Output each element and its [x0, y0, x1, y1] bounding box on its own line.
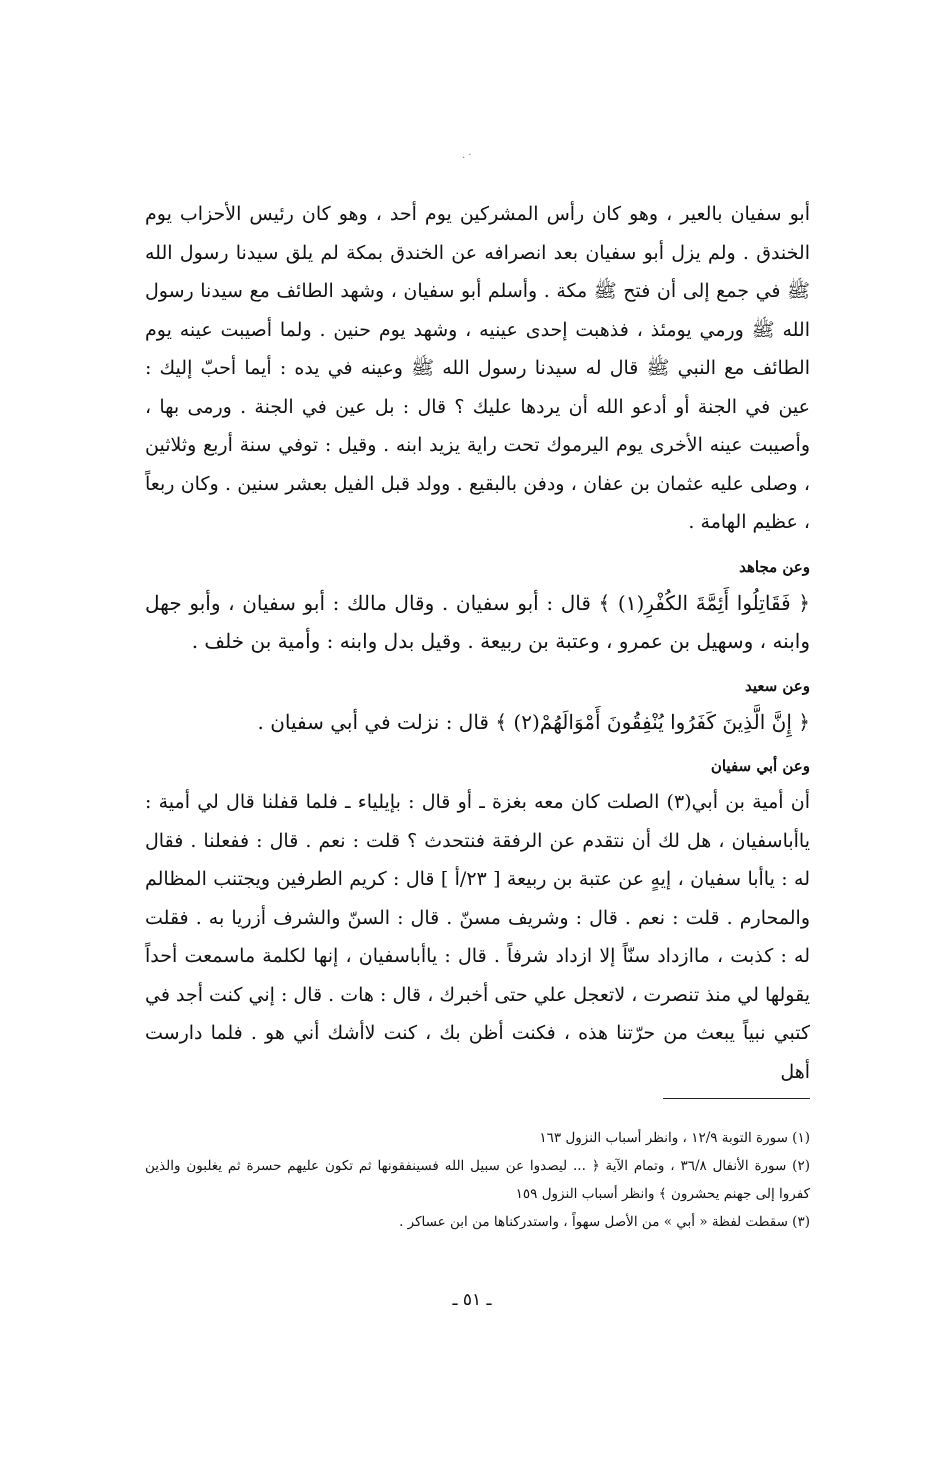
- paragraph-1: أبو سفيان بالعير ، وهو كان رأس المشركين يوم أحد ، وهو كان رئيس الأحزاب يوم الخندق . ولم يزل أبو سفيان بعد انصرافه عن الخندق بمكة لم يلق سيدنا رسول الله ﷺ في جمع إلى أن فتح ﷺ مكة . وأسلم أبو سفيان ، وشهد الطائف مع سيدنا رسول الله ﷺ ورمي يومئذ ، فذهبت إحدى عينيه ، وشهد يوم حنين . ولما أصيبت عينه يوم الطائف مع النبي ﷺ قال له سيدنا رسول الله ﷺ وعينه في يده : أيما أحبّ إليك : عين في الجنة أو أدعو الله أن يردها عليك ؟ قال : بل عين في الجنة . ورمى بها ، وأصيبت عينه الأخرى يوم اليرموك تحت راية يزيد ابنه . وقيل : توفي سنة أربع وثلاثين ، وصلى عليه عثمان بن عفان ، ودفن بالبقيع . وولد قبل الفيل بعشر سنين . وكان ربعاً ، عظيم الهامة .: [145, 203, 810, 533]
- paragraph-4: أن أمية بن أبي(٣) الصلت كان معه بغزة ـ أو قال : بإيلياء ـ فلما قفلنا قال لي أمية : ياأباسفيان ، هل لك أن نتقدم عن الرفقة فنتحدث ؟ قلت : نعم . قال : ففعلنا . فقال له : ياأبا سفيان ، إيهٍ عن عتبة بن ربيعة [ ٢٣/أ ] قال : كريم الطرفين ويجتنب المظالم والمحارم . قلت : نعم . قال : وشريف مسنّ . قال : السنّ والشرف أزريا به . فقلت له : كذبت ، ماازداد سنّاً إلا ازداد شرفاً . قال : ياأباسفيان ، إنها لكلمة ماسمعت أحداً يقولها لي منذ تنصرت ، لاتعجل علي حتى أخبرك ، قال : هات . قال : إني كنت أجد في كتبي نبياً يبعث من حرّتنا هذه ، فكنت أظن بك ، كنت لاأشك أني هو . فلما دارست أهل: [145, 791, 810, 1083]
- paragraph-2: ﴿ فَقَاتِلُوا أَئِمَّةَ الكُفْرِ(١) ﴾ قال : أبو سفيان . وقال مالك : أبو سفيان ، وأبو جهل وابنه ، وسهيل بن عمرو ، وعتبة بن ربيعة . وقيل بدل وابنه : وأمية بن خلف .: [145, 590, 810, 653]
- heading-mujahid: وعن مجاهد: [739, 557, 810, 576]
- paragraph-3: ﴿ إِنَّ الَّذِينَ كَفَرُوا يُنْفِقُونَ أَمْوَالَهُمْ(٢) ﴾ قال : نزلت في أبي سفيان .: [257, 709, 810, 734]
- footnote-3: (٣) سقطت لفظة « أبي » من الأصل سهواً ، واستدركناها من ابن عساكر .: [399, 1214, 810, 1230]
- heading-abu-sufyan: وعن أبي سفيان: [710, 757, 810, 775]
- footnote-2: (٢) سورة الأنفال ٣٦/٨ ، وتمام الآية ﴿ ... ليصدوا عن سبيل الله فسينفقونها ثم تكون عليهم حسرة ثم يغلبون والذين كفروا إلى جهنم يحشرون ﴾ وانظر أسباب النزول ١٥٩: [145, 1158, 810, 1202]
- footnote-separator: [663, 1098, 810, 1099]
- heading-saeed: وعن سعيد: [744, 676, 810, 695]
- footnote-1: (١) سورة التوبة ١٢/٩ ، وانظر أسباب النزول ١٦٣: [539, 1130, 810, 1146]
- main-text: [145, 195, 810, 1091]
- scan-speck: · .: [462, 150, 472, 161]
- page-number: ـ ٥١ ـ: [452, 1290, 492, 1310]
- footnotes: [145, 1124, 810, 1236]
